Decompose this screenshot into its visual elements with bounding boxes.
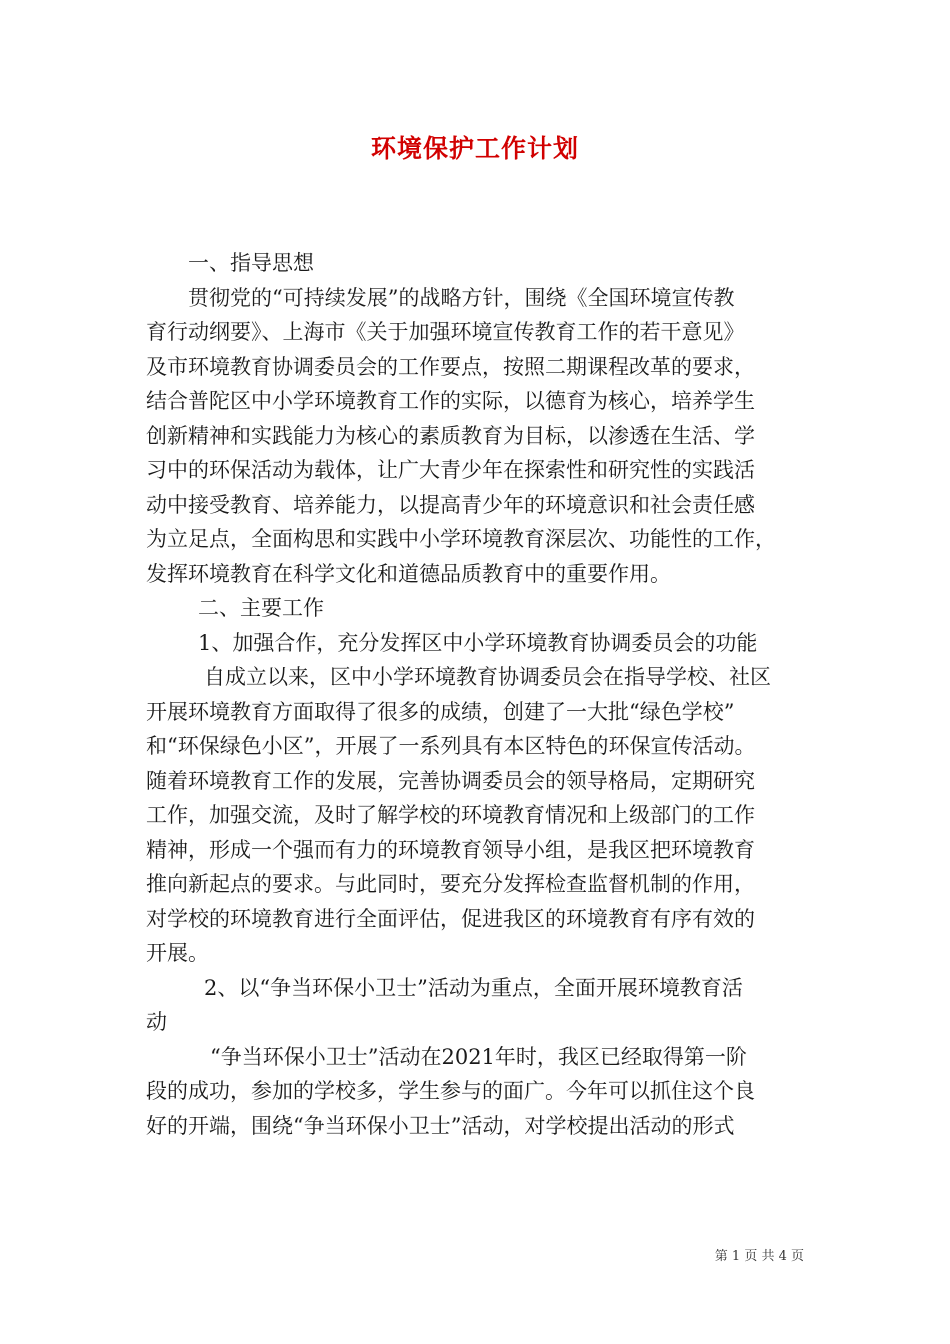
paragraph-line: 创新精神和实践能力为核心的素质教育为目标，以渗透在生活、学	[146, 423, 755, 448]
paragraph-line: 动中接受教育、培养能力，以提高青少年的环境意识和社会责任感	[146, 492, 755, 517]
paragraph-line: 发挥环境教育在科学文化和道德品质教育中的重要作用。	[146, 561, 671, 586]
subsection-heading-1: 1、加强合作，充分发挥区中小学环境教育协调委员会的功能	[198, 630, 758, 655]
paragraph-line: 好的开端，围绕“争当环保小卫士”活动，对学校提出活动的形式	[146, 1113, 735, 1138]
paragraph-line: 动	[146, 1010, 167, 1034]
section-heading-guiding-thought: 一、指导思想	[188, 251, 314, 275]
paragraph-line: 精神，形成一个强而有力的环境教育领导小组，是我区把环境教育	[146, 837, 755, 862]
paragraph-line: 开展环境教育方面取得了很多的成绩，创建了一大批“绿色学校”	[146, 699, 735, 724]
paragraph-line: 开展。	[146, 941, 209, 965]
paragraph-line: 育行动纲要》、上海市《关于加强环境宣传教育工作的若干意见》	[146, 320, 745, 344]
page-number-footer: 第 1 页 共 4 页	[714, 1249, 804, 1264]
paragraph-line: 对学校的环境教育进行全面评估，促进我区的环境教育有序有效的	[146, 906, 755, 931]
paragraph-line: “争当环保小卫士”活动在2021年时，我区已经取得第一阶	[210, 1044, 747, 1069]
subsection-heading-2: 2、以“争当环保小卫士”活动为重点，全面开展环境教育活	[204, 975, 743, 1000]
section-heading-main-work: 二、主要工作	[198, 596, 324, 620]
document-title: 环境保护工作计划	[370, 134, 579, 163]
paragraph-line: 和“环保绿色小区”，开展了一系列具有本区特色的环保宣传活动。	[146, 734, 756, 758]
paragraph-line: 及市环境教育协调委员会的工作要点，按照二期课程改革的要求，	[146, 354, 755, 379]
paragraph-line: 段的成功，参加的学校多，学生参与的面广。今年可以抓住这个良	[146, 1079, 755, 1103]
paragraph-line: 推向新起点的要求。与此同时，要充分发挥检查监督机制的作用，	[146, 872, 755, 896]
paragraph-line: 结合普陀区中小学环境教育工作的实际，以德育为核心，培养学生	[146, 389, 755, 413]
paragraph-line: 随着环境教育工作的发展，完善协调委员会的领导格局，定期研究	[146, 768, 755, 793]
paragraph-line: 为立足点，全面构思和实践中小学环境教育深层次、功能性的工作，	[146, 527, 776, 551]
paragraph-line: 自成立以来，区中小学环境教育协调委员会在指导学校、社区	[204, 665, 771, 689]
paragraph-line: 贯彻党的“可持续发展”的战略方针，围绕《全国环境宣传教	[188, 285, 735, 310]
document-body	[146, 246, 811, 1143]
paragraph-line: 工作，加强交流，及时了解学校的环境教育情况和上级部门的工作	[146, 803, 755, 827]
paragraph-line: 习中的环保活动为载体，让广大青少年在探索性和研究性的实践活	[146, 458, 755, 482]
